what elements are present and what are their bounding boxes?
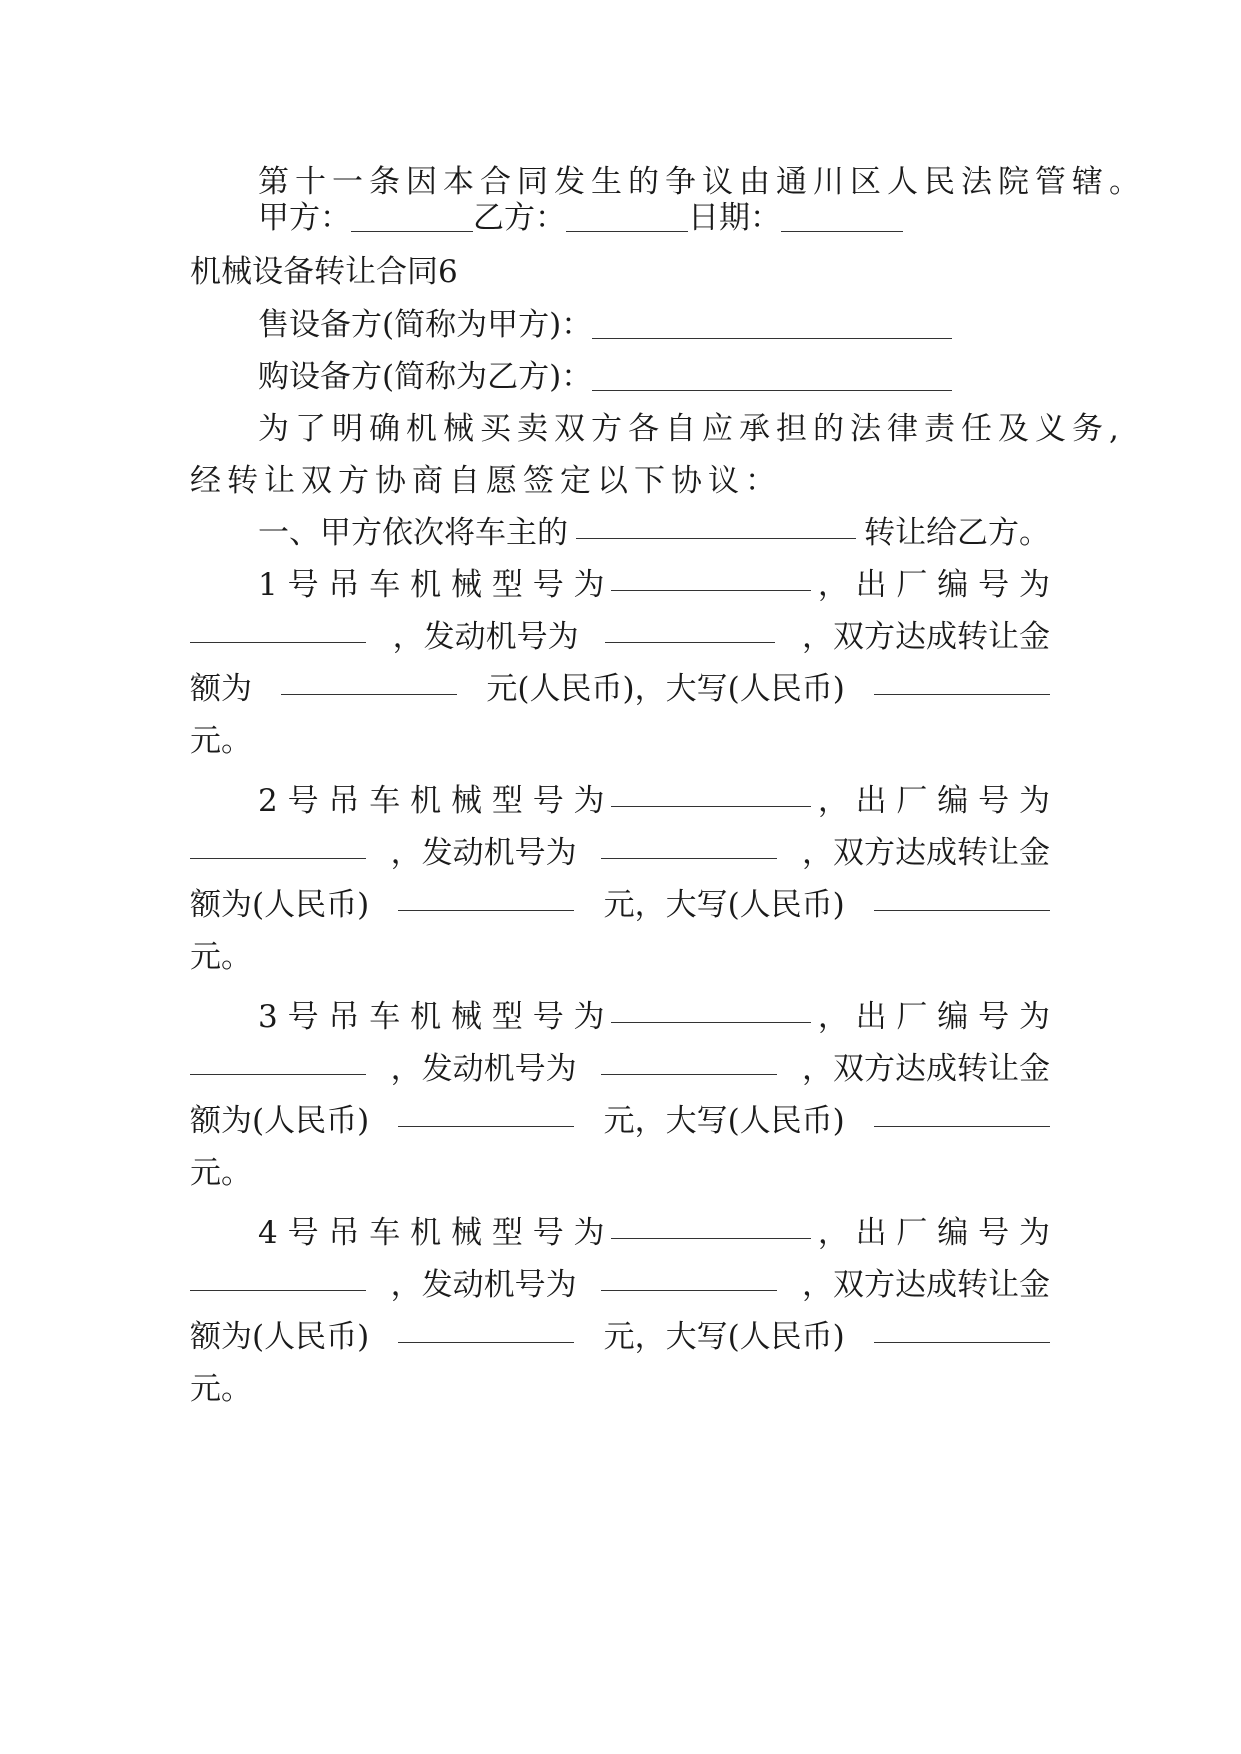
contract-title bbox=[190, 247, 1050, 297]
item-amount-label: ，双方达成转让金 bbox=[801, 619, 1050, 655]
item-3-line-b bbox=[190, 1044, 1050, 1094]
item-amount-blank[interactable] bbox=[398, 1312, 574, 1343]
party-b-label: 乙方： bbox=[473, 200, 566, 236]
item-1-line-d bbox=[190, 716, 1050, 766]
seller-label: 售设备方(简称为甲方)： bbox=[258, 307, 593, 343]
item-engine-blank[interactable] bbox=[601, 1260, 777, 1291]
item-model-blank[interactable] bbox=[611, 992, 811, 1023]
date-blank[interactable] bbox=[781, 201, 903, 232]
item-serial-blank[interactable] bbox=[190, 612, 366, 643]
item-serial-label: 出 厂 编 号 为 bbox=[855, 999, 1050, 1035]
item-model-label: 4 号 吊 车 机 械 型 号 为 bbox=[258, 1215, 605, 1251]
item-engine-blank[interactable] bbox=[605, 612, 775, 643]
item-1-line-b bbox=[190, 612, 1050, 662]
item-amount-label: ，双方达成转让金 bbox=[801, 835, 1050, 871]
item-amount-mid: 元(人民币)，大写(人民币) bbox=[486, 671, 845, 707]
item-model-blank[interactable] bbox=[611, 1208, 811, 1239]
item-engine-blank[interactable] bbox=[601, 828, 777, 859]
item-3-line-a bbox=[258, 992, 1050, 1042]
item-serial-label: 出 厂 编 号 为 bbox=[855, 567, 1050, 603]
item-engine-label: ，发动机号为 bbox=[390, 1267, 577, 1303]
party-a-blank[interactable] bbox=[351, 201, 473, 232]
item-serial-blank[interactable] bbox=[190, 1260, 366, 1291]
item-serial-label: 出 厂 编 号 为 bbox=[855, 1215, 1050, 1251]
item-4-line-c bbox=[190, 1312, 1050, 1362]
item-amount-prefix: 额为(人民币) bbox=[190, 1319, 370, 1355]
item-amount-suffix: 元。 bbox=[190, 1371, 252, 1407]
item-2-line-c bbox=[190, 880, 1050, 930]
item-amount-suffix: 元。 bbox=[190, 939, 252, 975]
item-2-line-b bbox=[190, 828, 1050, 878]
purpose-line-2 bbox=[190, 456, 1050, 506]
item-comma: ， bbox=[817, 567, 849, 603]
item-model-blank[interactable] bbox=[611, 776, 811, 807]
item-amount-prefix: 额为(人民币) bbox=[190, 1103, 370, 1139]
item-3-line-c bbox=[190, 1096, 1050, 1146]
seller-line bbox=[258, 300, 1050, 350]
item-amount-blank[interactable] bbox=[398, 880, 574, 911]
item-amount-prefix: 额为(人民币) bbox=[190, 887, 370, 923]
item-4-line-d bbox=[190, 1364, 1050, 1414]
buyer-blank[interactable] bbox=[592, 360, 952, 391]
item-model-label: 2 号 吊 车 机 械 型 号 为 bbox=[258, 783, 605, 819]
item-amount-mid: 元，大写(人民币) bbox=[603, 1103, 845, 1139]
item-engine-label: ，发动机号为 bbox=[390, 1051, 577, 1087]
item-1-line-a bbox=[258, 560, 1050, 610]
item-1-line-c bbox=[190, 664, 1050, 714]
purpose-text-1: 为了明确机械买卖双方各自应承担的法律责任及义务, bbox=[258, 411, 1125, 447]
item-serial-label: 出 厂 编 号 为 bbox=[855, 783, 1050, 819]
item-4-line-a bbox=[258, 1208, 1050, 1258]
seller-blank[interactable] bbox=[592, 308, 952, 339]
item-3-line-d bbox=[190, 1148, 1050, 1198]
item-amount-words-blank[interactable] bbox=[874, 664, 1050, 695]
item-amount-suffix: 元。 bbox=[190, 723, 252, 759]
item-amount-label: ，双方达成转让金 bbox=[801, 1051, 1050, 1087]
item-engine-blank[interactable] bbox=[601, 1044, 777, 1075]
item-2-line-d bbox=[190, 932, 1050, 982]
party-b-blank[interactable] bbox=[566, 201, 688, 232]
item-amount-mid: 元，大写(人民币) bbox=[603, 887, 845, 923]
item-comma: ， bbox=[817, 1215, 849, 1251]
date-label: 日期： bbox=[688, 200, 781, 236]
item-amount-label: ，双方达成转让金 bbox=[801, 1267, 1050, 1303]
clause-eleven-text: 第十一条因本合同发生的争议由通川区人民法院管辖。 bbox=[258, 164, 1146, 200]
buyer-label: 购设备方(简称为乙方)： bbox=[258, 359, 593, 395]
item-amount-suffix: 元。 bbox=[190, 1155, 252, 1191]
signature-line bbox=[258, 193, 1050, 243]
item-model-blank[interactable] bbox=[611, 560, 811, 591]
article-one-suffix: 转让给乙方。 bbox=[864, 515, 1050, 551]
contract-title-text: 机械设备转让合同6 bbox=[190, 254, 458, 290]
item-amount-prefix: 额为 bbox=[190, 671, 252, 707]
item-amount-blank[interactable] bbox=[398, 1096, 574, 1127]
article-one-text: 一、甲方依次将车主的 bbox=[258, 515, 568, 551]
item-4-line-b bbox=[190, 1260, 1050, 1310]
item-comma: ， bbox=[817, 999, 849, 1035]
item-engine-label: ，发动机号为 bbox=[390, 835, 577, 871]
item-serial-blank[interactable] bbox=[190, 1044, 366, 1075]
item-amount-words-blank[interactable] bbox=[874, 880, 1050, 911]
item-model-label: 3 号 吊 车 机 械 型 号 为 bbox=[258, 999, 605, 1035]
owner-item-blank[interactable] bbox=[576, 508, 856, 539]
purpose-line-1 bbox=[258, 404, 1125, 454]
item-2-line-a bbox=[258, 776, 1050, 826]
item-engine-label: ，发动机号为 bbox=[392, 619, 579, 655]
item-amount-blank[interactable] bbox=[281, 664, 457, 695]
buyer-line bbox=[258, 352, 1050, 402]
item-model-label: 1 号 吊 车 机 械 型 号 为 bbox=[258, 567, 605, 603]
party-a-label: 甲方： bbox=[258, 200, 351, 236]
item-amount-mid: 元，大写(人民币) bbox=[603, 1319, 845, 1355]
item-amount-words-blank[interactable] bbox=[874, 1312, 1050, 1343]
article-one-line bbox=[258, 508, 1050, 558]
item-comma: ， bbox=[817, 783, 849, 819]
item-serial-blank[interactable] bbox=[190, 828, 366, 859]
item-amount-words-blank[interactable] bbox=[874, 1096, 1050, 1127]
purpose-text-2: 经转让双方协商自愿签定以下协议： bbox=[190, 463, 782, 499]
